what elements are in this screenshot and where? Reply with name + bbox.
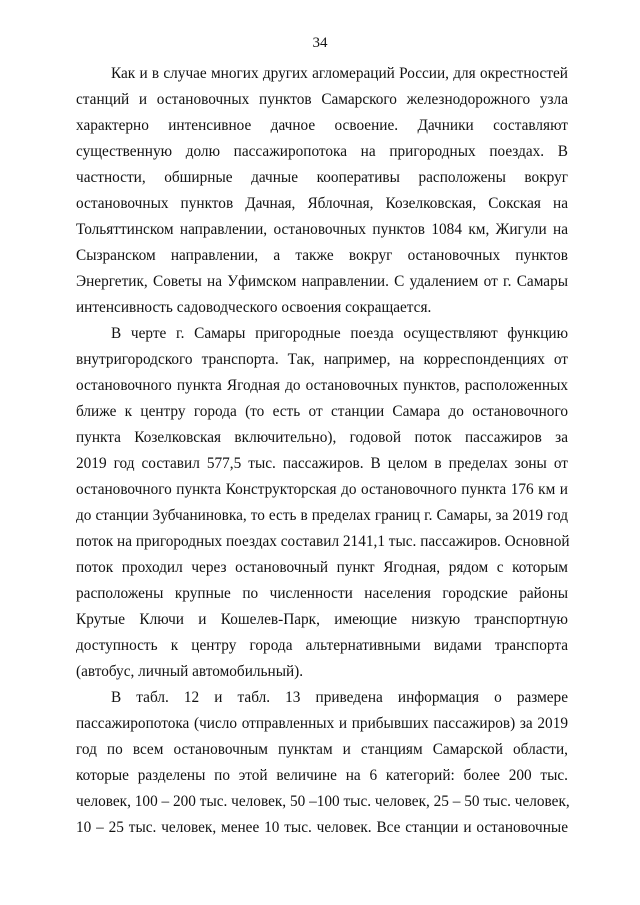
text-line: (автобус, личный автомобильный). [76,663,304,680]
text-line: год по всем остановочным пунктам и станциям Самарской области, [76,741,568,758]
text-line: человек, 100 – 200 тыс. человек, 50 –100 тыс. человек, 25 – 50 тыс. человек, [76,793,570,810]
text-line: В черте г. Самары пригородные поезда осуществляют функцию [111,325,568,342]
text-line: Тольяттинском направлении, остановочных пунктов 1084 км, Жигули на [76,221,568,238]
text-line: остановочных пунктов Дачная, Яблочная, Козелковская, Сокская на [76,195,568,212]
text-line: поток на пригородных поездах составил 2141,1 тыс. пассажиров. Основной [76,533,570,550]
text-line: Крутые Ключи и Кошелев-Парк, имеющие низкую транспортную [76,611,568,628]
text-line: ближе к центру города (то есть от станции Самара до остановочного [76,403,568,420]
text-line: Энергетик, Советы на Уфимском направлении. С удалением от г. Самары [76,273,568,290]
text-line: 2019 год составил 577,5 тыс. пассажиров. В целом в пределах зоны от [76,455,568,472]
text-line: поток проходил через остановочный пункт Ягодная, рядом с которым [76,559,568,576]
text-line: доступность к центру города альтернативными видами транспорта [76,637,568,654]
text-line: пункта Козелковская включительно), годовой поток пассажиров за [76,429,568,446]
text-line: до станции Зубчаниновка, то есть в пределах границ г. Самары, за 2019 год [76,507,568,524]
page-number: 34 [312,35,328,51]
text-line: характерно интенсивное дачное освоение. Дачники составляют [76,117,568,134]
text-line: остановочного пункта Конструкторская до остановочного пункта 176 км и [76,481,568,498]
text-line: расположены крупные по численности населения городские районы [76,585,568,602]
text-line: интенсивность садоводческого освоения сокращается. [76,299,432,316]
text-line: существенную долю пассажиропотока на пригородных поездах. В [76,143,568,160]
text-line: Сызранском направлении, а также вокруг остановочных пунктов [76,247,568,264]
text-line: которые разделены по этой величине на 6 категорий: более 200 тыс. [76,767,568,784]
text-line: внутригородского транспорта. Так, например, на корреспонденциях от [76,351,568,368]
text-line: частности, обширные дачные кооперативы расположены вокруг [76,169,568,186]
text-line: Как и в случае многих других агломераций России, для окрестностей [111,65,568,82]
text-line: В табл. 12 и табл. 13 приведена информация о размере [111,689,568,706]
text-line: пассажиропотока (число отправленных и прибывших пассажиров) за 2019 [76,715,568,732]
text-line: остановочного пункта Ягодная до остановочных пунктов, расположенных [76,377,568,394]
text-line: станций и остановочных пунктов Самарского железнодорожного узла [76,91,568,108]
text-line: 10 – 25 тыс. человек, менее 10 тыс. человек. Все станции и остановочные [76,819,568,836]
